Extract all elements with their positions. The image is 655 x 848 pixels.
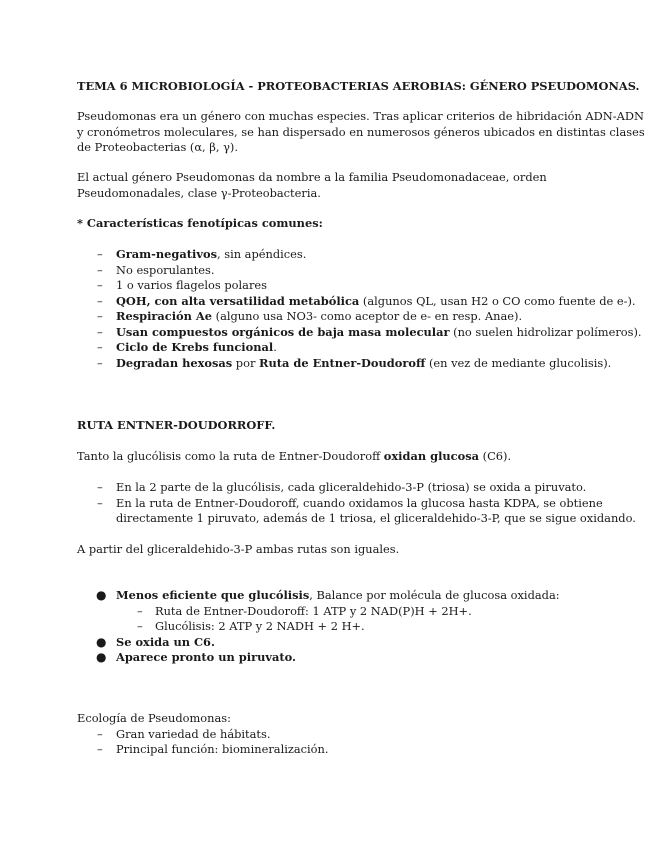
dash-bullet: – <box>97 480 103 494</box>
bullet-dot: ● <box>96 634 107 649</box>
intro-p1-line2: y cronómetros moleculares, se han dispersado en numerosos géneros ubicados en distintas clases <box>77 124 645 139</box>
ruta-intro-end: (C6). <box>479 449 512 463</box>
item-text: directamente 1 piruvato, además de 1 triosa, el gliceraldehido-3-P, que se sigue oxidando. <box>116 511 636 525</box>
item-text: . <box>273 340 277 354</box>
list-item <box>97 726 271 743</box>
sub-list-item <box>137 603 472 620</box>
ecologia-heading: Ecología de Pseudomonas: <box>77 711 231 725</box>
list-item <box>97 480 587 496</box>
dash-bullet: – <box>97 293 103 308</box>
ruta-intro <box>77 449 511 465</box>
item-text: (no suelen hidrolizar polímeros). <box>449 324 642 339</box>
dash-bullet: – <box>97 340 103 354</box>
list-item <box>97 278 267 294</box>
intro-p1-line1: Pseudomonas era un género con muchas especies. Tras aplicar criterios de hibridación ADN-ADN <box>77 109 644 123</box>
list-item <box>97 355 612 372</box>
list-item <box>97 324 642 341</box>
list-item <box>97 262 215 279</box>
list-item <box>97 247 307 263</box>
dash-bullet: – <box>97 742 103 756</box>
item-text: 1 o varios flagelos polares <box>116 278 267 292</box>
dash-bullet: – <box>97 278 103 292</box>
bullet-dot: ● <box>96 588 107 602</box>
dash-bullet: – <box>97 495 103 510</box>
sub-list-item <box>137 619 365 635</box>
ruta-heading: RUTA ENTNER-DOUDORROFF. <box>77 418 276 432</box>
list-item <box>97 309 523 325</box>
dash-bullet: – <box>97 309 103 323</box>
dash-bullet: – <box>97 324 103 339</box>
list-item <box>97 293 636 310</box>
dash-bullet: – <box>97 262 103 277</box>
ruta-intro-text: Tanto la glucólisis como la ruta de Entner-Doudoroff <box>77 449 384 463</box>
item-bold: Ciclo de Krebs funcional <box>116 340 274 354</box>
item-text: Ruta de Entner-Doudoroff: 1 ATP y 2 NAD(P)H + 2H+. <box>155 603 472 618</box>
item-text: , sin apéndices. <box>216 247 307 261</box>
item-text: Principal función: biomineralización. <box>116 742 329 756</box>
item-bold: Degradan hexosas <box>116 355 233 370</box>
item-text-2: (en vez de mediante glucolisis). <box>425 355 612 370</box>
item-text: No esporulantes. <box>116 262 215 277</box>
item-bold-2: Ruta de Entner-Doudoroff <box>259 355 426 370</box>
page-title: TEMA 6 MICROBIOLOGÍA - PROTEOBACTERIAS AEROBIAS: GÉNERO PSEUDOMONAS. <box>77 79 640 93</box>
item-bold: Gram-negativos <box>116 247 217 261</box>
intro-p1-line3: de Proteobacterias (α, β, γ). <box>77 140 238 154</box>
intro-p2-line1: El actual género Pseudomonas da nombre a la familia Pseudomonadaceae, orden <box>77 170 547 184</box>
dash-bullet: – <box>97 355 103 370</box>
item-text: Gran variedad de hábitats. <box>116 726 271 741</box>
item-text: (algunos QL, usan H2 o CO como fuente de e-). <box>359 293 636 308</box>
item-bold: QOH, con alta versatilidad metabólica <box>116 293 360 308</box>
item-text: En la 2 parte de la glucólisis, cada gliceraldehido-3-P (triosa) se oxida a piruvato. <box>116 480 587 494</box>
item-text: (alguno usa NO3- como aceptor de e- en resp. Anae). <box>212 309 523 323</box>
item-text: , Balance por molécula de glucosa oxidada: <box>309 588 560 602</box>
dash-bullet: – <box>137 619 143 633</box>
item-bold: Menos eficiente que glucólisis <box>116 588 310 602</box>
list-item <box>97 340 277 356</box>
intro-p2-line2: Pseudomonadales, clase γ-Proteobacteria. <box>77 185 321 200</box>
caracteristicas-heading: * Características fenotípicas comunes: <box>77 216 323 230</box>
ruta-intro-bold: oxidan glucosa <box>383 449 480 463</box>
item-bold: Se oxida un C6. <box>116 634 215 649</box>
item-text: En la ruta de Entner-Doudoroff, cuando oxidamos la glucosa hasta KDPA, se obtiene <box>116 495 603 510</box>
item-bold: Usan compuestos orgánicos de baja masa molecular <box>116 324 450 339</box>
dash-bullet: – <box>97 247 103 261</box>
item-bold: Aparece pronto un piruvato. <box>116 650 296 664</box>
bullet-dot: ● <box>96 650 107 664</box>
list-item <box>97 495 603 512</box>
dash-bullet: – <box>97 726 103 741</box>
a-partir-text: A partir del gliceraldehido-3-P ambas rutas son iguales. <box>77 542 400 556</box>
list-item <box>97 742 329 758</box>
item-text: Glucólisis: 2 ATP y 2 NADH + 2 H+. <box>155 619 365 633</box>
item-text: por <box>232 355 260 370</box>
item-bold: Respiración Ae <box>116 309 212 323</box>
dash-bullet: – <box>137 603 143 618</box>
